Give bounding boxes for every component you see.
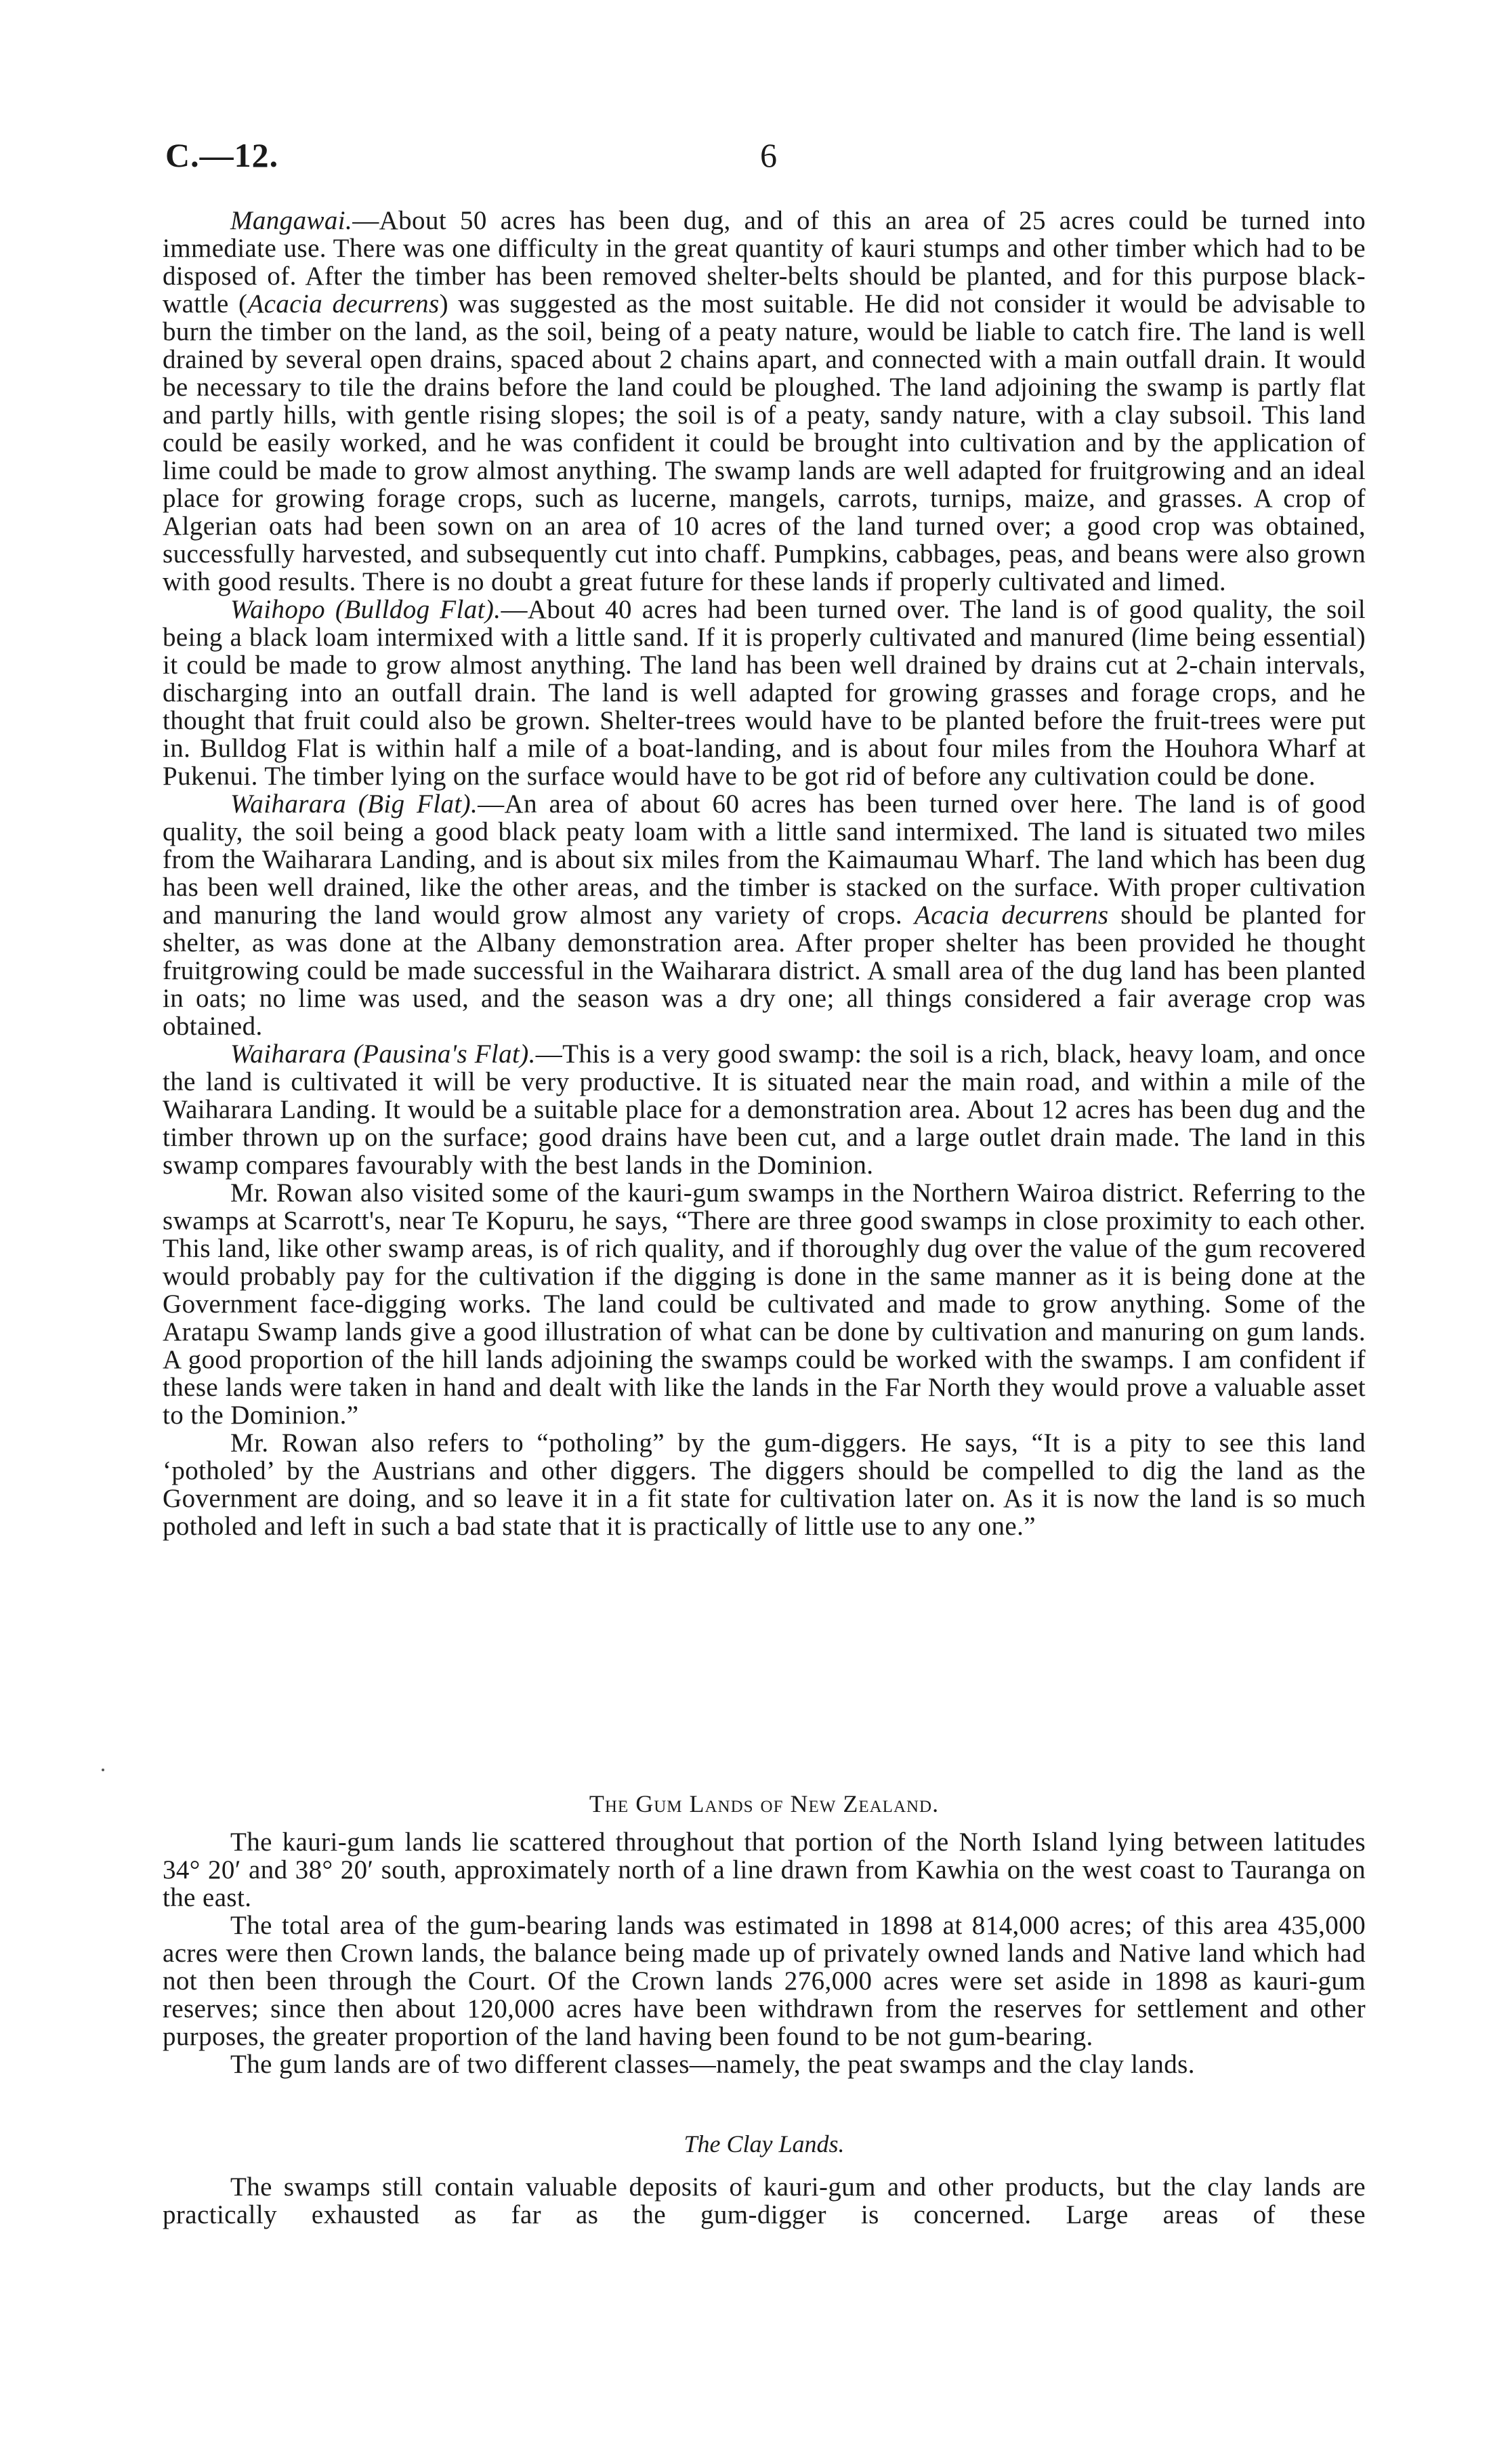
- paragraph-text: —About 50 acres has been dug, and of this an area of 25 acres could be turned into immediate use. There was one difficulty in the great quantity of kauri stumps and other timber which had to be disposed of. After the timber has been removed shelter-belts should be planted, and for this purpose black-wattle (: [163, 206, 1366, 318]
- paragraph-gum-lands-classes: The gum lands are of two different classes—namely, the peat swamps and the clay lands.: [230, 2050, 1195, 2079]
- paragraph-mangawai: [163, 207, 1366, 596]
- paragraph-gum-lands-location: The kauri-gum lands lie scattered throughout that portion of the North Island lying between latitudes 34° 20′ and 38° 20′ south, approximately north of a line drawn from Kawhia on the west coast to Tauranga on the east.: [163, 1828, 1366, 1912]
- paragraph-clay-lands: The swamps still contain valuable deposits of kauri-gum and other products, but the clay lands are practically exhausted as far as the gum-digger is concerned. Large areas of these: [163, 2172, 1366, 2229]
- species-name: Acacia decurrens: [247, 289, 440, 318]
- paragraph-waiharara-big-flat: [163, 790, 1366, 1040]
- clay-lands-text-block: [163, 2173, 1366, 2229]
- body-text-block: [163, 207, 1366, 1540]
- paragraph-lead: Mangawai.: [230, 206, 353, 235]
- paragraph-northern-wairoa: Mr. Rowan also visited some of the kauri-gum swamps in the Northern Wairoa district. Referring to the swamps at Scarrott's, near Te Kopuru, he says, “There are three good swamps in close proximity to each other. This land, like other swamp areas, is of rich quality, and if thoroughly dug over the value of the gum recovered would probably pay for the cultivation if the digging is done in the same manner as it is being done at the Government face-digging works. The land could be cultivated and made to grow anything. Some of the Aratapu Swamp lands give a good illustration of what can be done by cultivation and manuring on gum lands. A good proportion of the hill lands adjoining the swamps could be worked with the swamps. I am confident if these lands were taken in hand and dealt with like the lands in the Far North they would prove a valuable asset to the Dominion.”: [163, 1178, 1366, 1430]
- gum-lands-text-block: [163, 1828, 1366, 2078]
- section-heading-gum-lands: The Gum Lands of New Zealand.: [589, 1790, 940, 1817]
- paragraph-lead: Waiharara (Big Flat).: [230, 789, 478, 819]
- document-reference: C.—12.: [165, 136, 279, 174]
- paragraph-potholing: Mr. Rowan also refers to “potholing” by the gum-diggers. He says, “It is a pity to see this land ‘potholed’ by the Austrians and other diggers. The diggers should be compelled to dig the land as the Government are doing, and so leave it in a fit state for cultivation later on. As it is now the land is so much potholed and left in such a bad state that it is practically of little use to any one.”: [163, 1428, 1366, 1541]
- section-heading-clay-lands: The Clay Lands.: [684, 2130, 845, 2157]
- paragraph-waihopo: [163, 596, 1366, 790]
- paragraph-text: —This is a very good swamp: the soil is a rich, black, heavy loam, and once the land is cultivated it will be very productive. It is situated near the main road, and within a mile of the Waiharara Landing. It would be a suitable place for a demonstration area. About 12 acres has been dug and the timber thrown up on the surface; good drains have been cut, and a large outlet drain made. The land in this swamp compares favourably with the best lands in the Dominion.: [163, 1039, 1366, 1180]
- page-number: 6: [760, 136, 777, 174]
- paragraph-text: should be planted for shelter, as was done at the Albany demonstration area. After proper shelter has been provided he thought fruitgrowing could be made successful in the Waiharara district. A small area of the dug land has been planted in oats; no lime was used, and the season was a dry one; all things considered a fair average crop was obtained.: [163, 901, 1366, 1041]
- paragraph-text: —About 40 acres had been turned over. The land is of good quality, the soil being a black loam intermixed with a little sand. If it is properly cultivated and manured (lime being essential) it could be made to grow almost anything. The land has been well drained by drains cut at 2-chain intervals, discharging into an outfall drain. The land is well adapted for growing grasses and forage crops, and he thought that fruit could also be grown. Shelter-trees would have to be planted before the fruit-trees were put in. Bulldog Flat is within half a mile of a boat-landing, and is about four miles from the Houhora Wharf at Pukenui. The timber lying on the surface would have to be got rid of before any cultivation could be done.: [163, 595, 1366, 791]
- species-name: Acacia decurrens: [914, 901, 1109, 930]
- margin-speck: [102, 1769, 104, 1771]
- paragraph-waiharara-pausinas-flat: [163, 1040, 1366, 1179]
- paragraph-text: —An area of about 60 acres has been turned over here. The land is of good quality, the soil being a good black peaty loam with a little sand intermixed. The land is situated two miles from the Waiharara Landing, and is about six miles from the Kaimaumau Wharf. The land which has been dug has been well drained, like the other areas, and the timber is stacked on the surface. With proper cultivation and manuring the land would grow almost any variety of crops.: [163, 789, 1366, 930]
- paragraph-text: ) was suggested as the most suitable. He did not consider it would be advisable to burn the timber on the land, as the soil, being of a peaty nature, would be liable to catch fire. The land is well drained by several open drains, spaced about 2 chains apart, and connected with a main outfall drain. It would be necessary to tile the drains before the land could be ploughed. The land adjoining the swamp is partly flat and partly hills, with gentle rising slopes; the soil is of a peaty, sandy nature, with a clay subsoil. This land could be easily worked, and he was confident it could be brought into cultivation and by the application of lime could be made to grow almost anything. The swamp lands are well adapted for fruitgrowing and an ideal place for growing forage crops, such as lucerne, mangels, carrots, turnips, maize, and grasses. A crop of Algerian oats had been sown on an area of 10 acres of the land turned over; a good crop was obtained, successfully harvested, and subsequently cut into chaff. Pumpkins, cabbages, peas, and beans were also grown with good results. There is no doubt a great future for these lands if properly cultivated and limed.: [163, 289, 1366, 596]
- paragraph-gum-lands-area: The total area of the gum-bearing lands was estimated in 1898 at 814,000 acres; of this area 435,000 acres were then Crown lands, the balance being made up of privately owned lands and Native land which had not then been through the Court. Of the Crown lands 276,000 acres were set aside in 1898 as kauri-gum reserves; since then about 120,000 acres have been withdrawn from the reserves for settlement and other purposes, the greater proportion of the land having been found to be not gum-bearing.: [163, 1911, 1366, 2051]
- paragraph-lead: Waihopo (Bulldog Flat).: [230, 595, 501, 624]
- paragraph-lead: Waiharara (Pausina's Flat).: [230, 1039, 536, 1069]
